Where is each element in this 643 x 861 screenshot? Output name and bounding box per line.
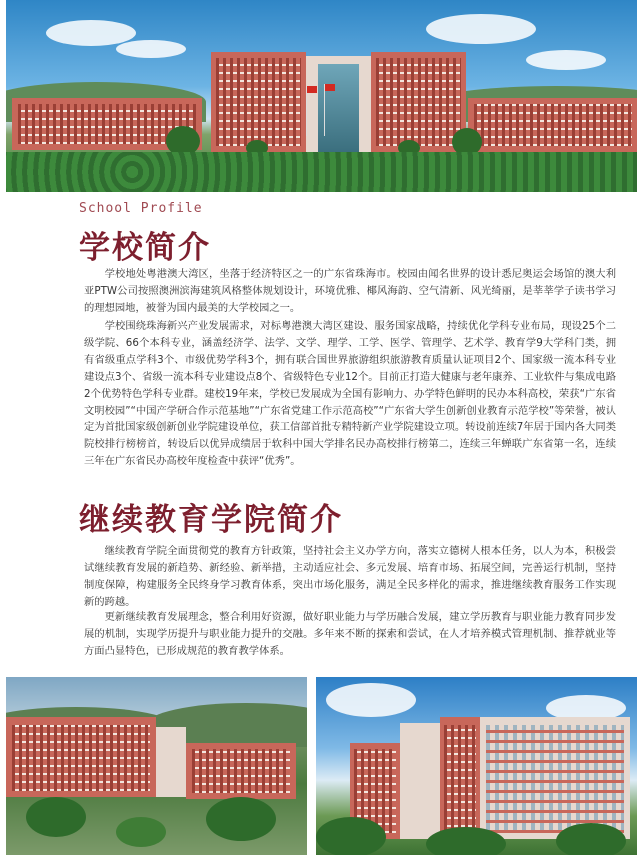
- section-label-english: School Profile: [79, 201, 203, 216]
- school-intro-paragraph-2: 学校围绕珠海新兴产业发展需求，对标粤港澳大湾区建设、服务国家战略，持续优化学科专业布局，现设25个二级学院、66个本科专业，涵盖经济学、法学、文学、理学、工学、医学、管理学、艺术学、教育学9大学科门类，拥有省级重点学科3个、市级优势学科3个，拥有联合国世界旅游组织旅游教育质量认证项目2个、国家级一流本科专业建设点3个、省级一流本科专业建设点8个、省级特色专业12个。目前正打造大健康与老年康养、工业软件与集成电路2个优势特色学科专业群。建校19年来，学校已发展成为全国有影响力、办学特色鲜明的民办本科高校，荣获“广东省文明校园”“中国产学研合作示范基地”“广东省党建工作示范高校”“广东省大学生创新创业教育示范学校”等荣誉，被认定为首批国家级创新创业学院建设单位，获工信部首批专精特新产业学院建设立项。转设前连续7年居于国内各大同类院校排行榜榜首，转设后以优异成绩居于软科中国大学排名民办高校排行榜第二，连续三年蝉联广东省第一名，连续三年在广东省民办高校年度检查中获评“优秀”。: [84, 320, 616, 468]
- campus-dormitory-photo-right: [316, 677, 637, 855]
- school-intro-paragraph-1: 学校地处粤港澳大湾区，坐落于经济特区之一的广东省珠海市。校园由闻名世界的设计悉尼奥运会场馆的澳大利亚PTW公司按照澳洲滨海建筑风格整体规划设计，环境优雅、椰风海韵、空气清新、风光绮丽，是莘莘学子读书学习的理想园地，被誉为国内最美的大学校园之一。: [84, 268, 616, 314]
- school-profile-title: 学校简介: [79, 230, 211, 266]
- college-intro-paragraph-2: 更新继续教育发展理念，整合利用好资源，做好职业能力与学历融合发展，建立学历教育与职业能力教育同步发展的机制，实现学历提升与职业能力提升的交融。多年来不断的探索和尝试，在人才培养模式管理机制、推荐就业等方面凸显特色，已形成规范的教育教学体系。: [84, 611, 616, 657]
- college-intro-paragraph-1: 继续教育学院全面贯彻党的教育方针政策，坚持社会主义办学方向，落实立德树人根本任务，以人为本，积极尝试继续教育发展的新趋势、新经验、新举措，主动适应社会、多元发展、培育市场、拓展空间，完善运行机制，坚持制度保障，构建服务全民终身学习教育体系，突出市场化服务，满足全民多样化的需求，推进继续教育服务工作实现新的跨越。: [84, 545, 616, 608]
- campus-dormitory-photo-left: [6, 677, 307, 855]
- college-profile-title: 继续教育学院简介: [79, 502, 343, 538]
- campus-main-building-photo: [6, 0, 637, 192]
